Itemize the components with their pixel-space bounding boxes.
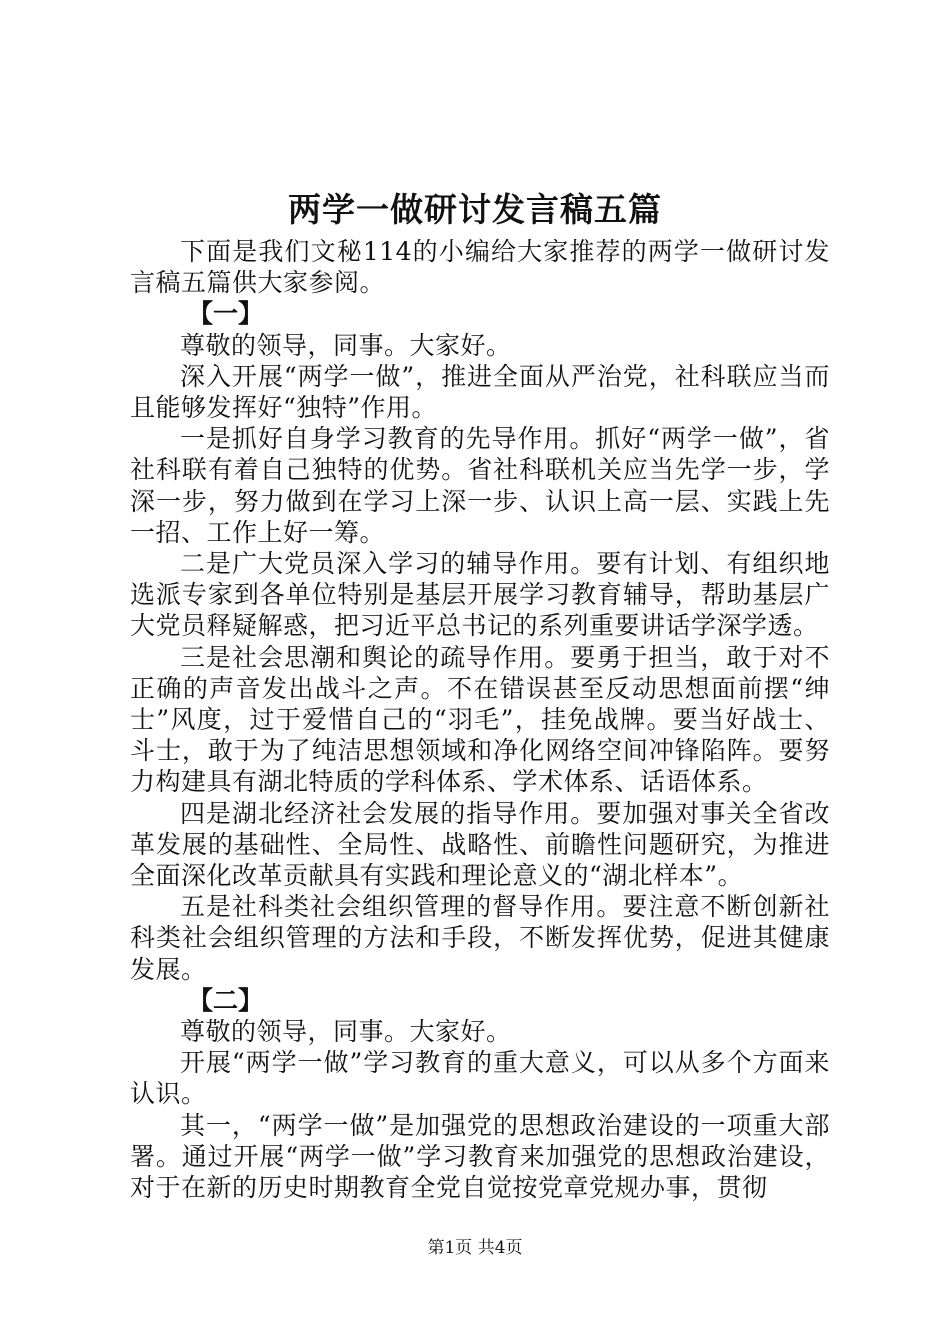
paragraph: 开展“两学一做”学习教育的重大意义，可以从多个方面来认识。 — [130, 1048, 830, 1109]
paragraph: 四是湖北经济社会发展的指导作用。要加强对事关全省改革发展的基础性、全局性、战略性、前瞻性问题研究，为推进全面深化改革贡献具有实践和理论意义的“湖北样本”。 — [130, 798, 830, 891]
paragraph: 其一，“两学一做”是加强党的思想政治建设的一项重大部署。通过开展“两学一做”学习教育来加强党的思想政治建设，对于在新的历史时期教育全党自觉按党章党规办事，贯彻 — [130, 1110, 830, 1203]
paragraph: 五是社科类社会组织管理的督导作用。要注意不断创新社科类社会组织管理的方法和手段，不断发挥优势，促进其健康发展。 — [130, 892, 830, 984]
document-body — [130, 236, 830, 1203]
page-footer: 第1页 共4页 — [427, 1238, 523, 1258]
paragraph: 深入开展“两学一做”，推进全面从严治党，社科联应当而且能够发挥好“独特”作用。 — [130, 361, 830, 423]
paragraph: 尊敬的领导，同事。大家好。 — [180, 1017, 512, 1047]
paragraph: 尊敬的领导，同事。大家好。 — [180, 330, 512, 360]
paragraph: 二是广大党员深入学习的辅导作用。要有计划、有组织地选派专家到各单位特别是基层开展学习教育辅导，帮助基层广大党员释疑解惑，把习近平总书记的系列重要讲话学深学透。 — [130, 549, 830, 641]
paragraph: 三是社会思潮和舆论的疏导作用。要勇于担当，敢于对不正确的声音发出战斗之声。不在错误甚至反动思想面前摆“绅士”风度，过于爱惜自己的“羽毛”，挂免战牌。要当好战士、斗士，敢于为了纯洁思想领域和净化网络空间冲锋陷阵。要努力构建具有湖北特质的学科体系、学术体系、话语体系。 — [130, 642, 830, 797]
section-heading-2: 【二】 — [188, 985, 264, 1015]
section-heading-1: 【一】 — [188, 299, 264, 329]
document-title: 两学一做研讨发言稿五篇 — [288, 190, 662, 229]
paragraph: 一是抓好自身学习教育的先导作用。抓好“两学一做”，省社科联有着自己独特的优势。省社科联机关应当先学一步，学深一步，努力做到在学习上深一步、认识上高一层、实践上先一招、工作上好一筹。 — [130, 424, 830, 547]
intro-paragraph: 下面是我们文秘114的小编给大家推荐的两学一做研讨发言稿五篇供大家参阅。 — [130, 237, 830, 298]
